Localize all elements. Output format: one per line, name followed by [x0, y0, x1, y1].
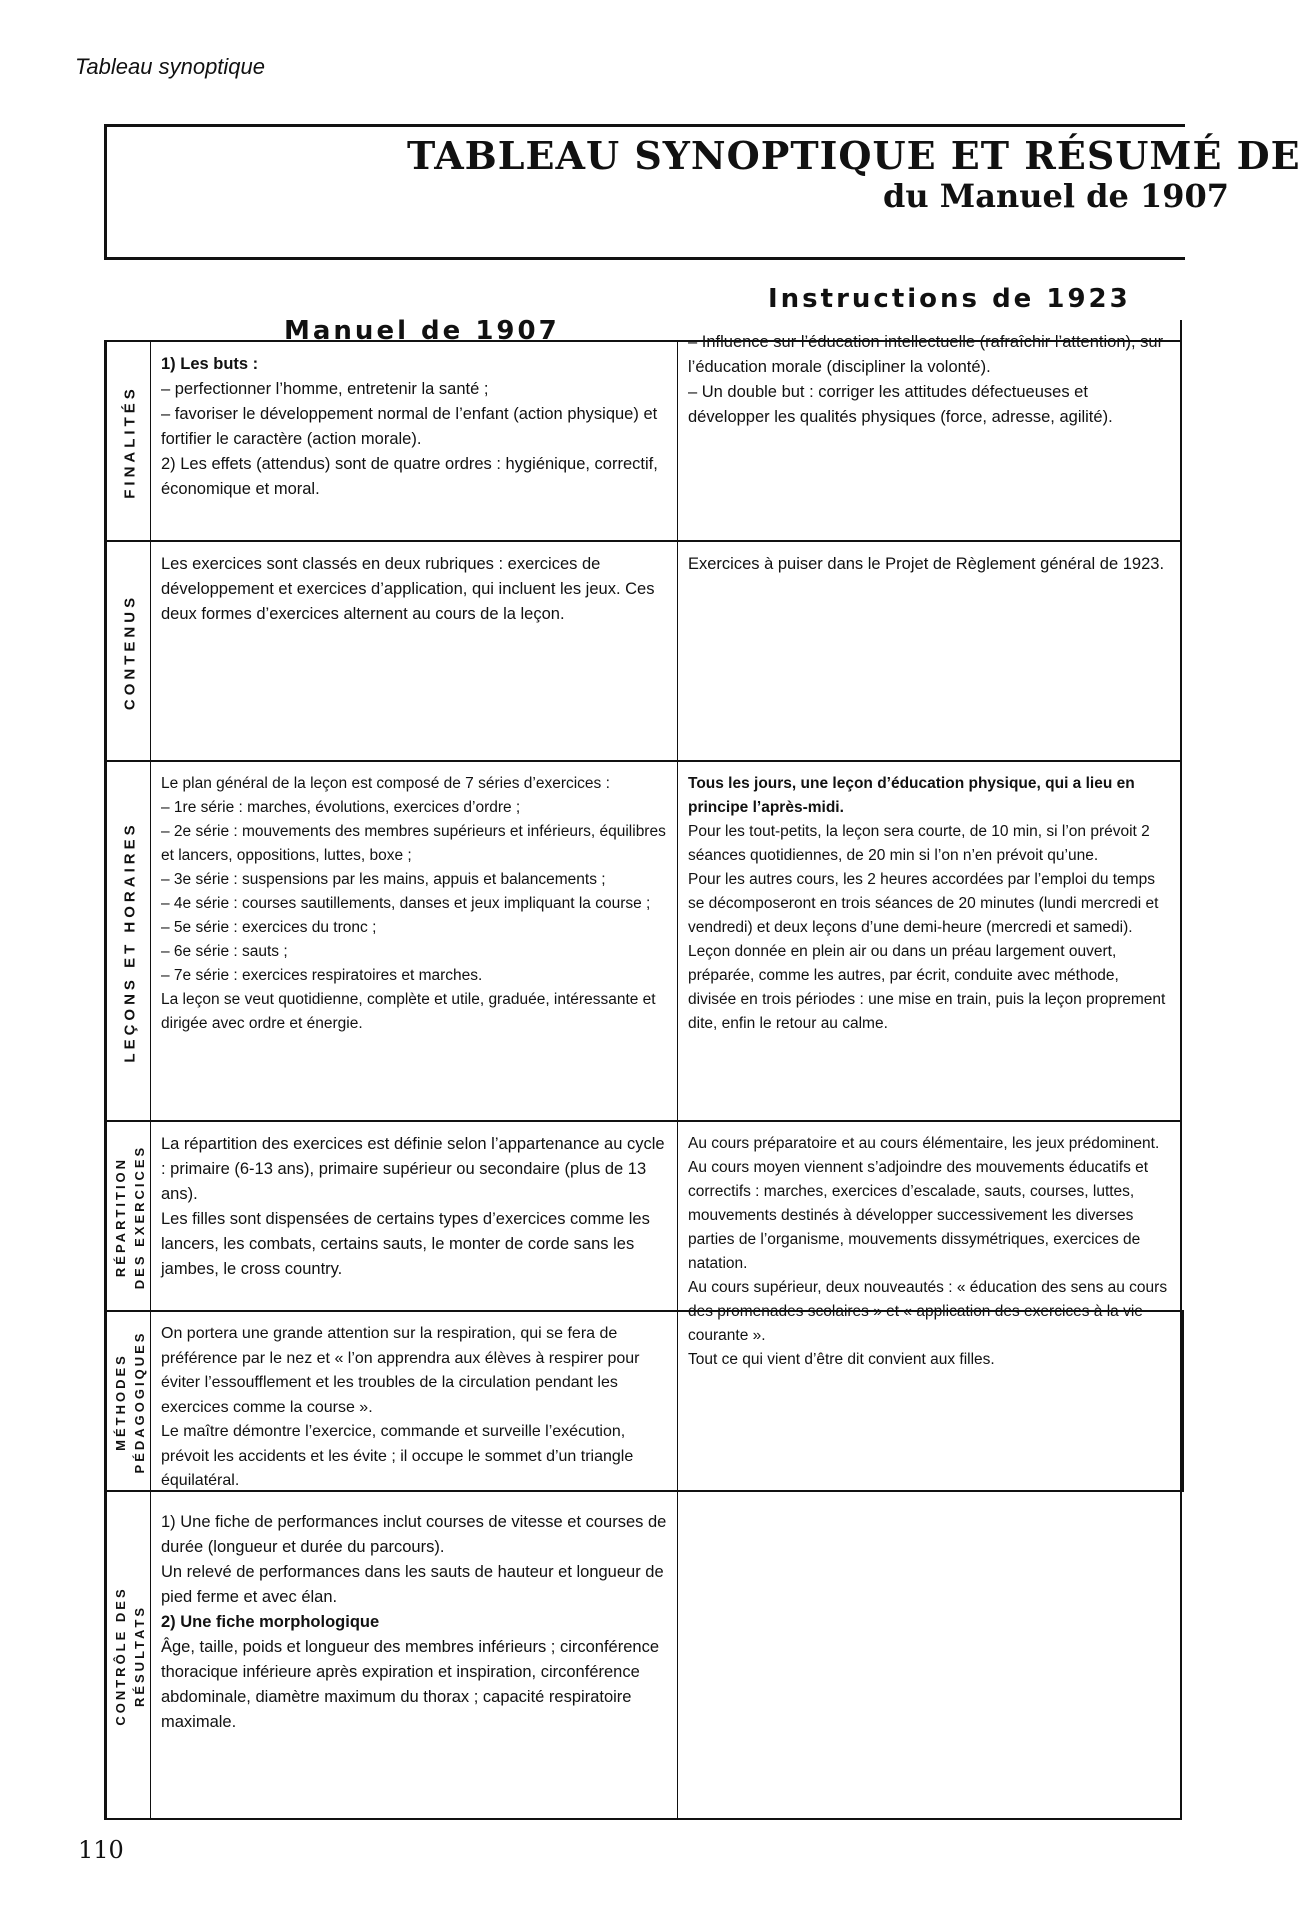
column-header-1923: Instructions de 1923 [768, 284, 1131, 314]
text-line: – Influence sur l’éducation intellectuelle (rafraîchir l’attention), sur l’éducation morale (discipliner la volonté). [688, 333, 1164, 376]
row-lecons [104, 760, 1182, 1122]
text-line: 1) Une fiche de performances inclut courses de vitesse et courses de durée (longueur et durée du parcours). [161, 1513, 667, 1556]
label-line: RÉSULTATS [132, 1604, 147, 1708]
label-line: RÉPARTITION [113, 1156, 128, 1278]
cell-contenus-1907 [150, 542, 678, 762]
text-line: Le maître démontre l’exercice, commande et surveille l’exécution, prévoit les accidents et les évite ; il occupe le sommet d’un triangle équilatéral. [161, 1423, 634, 1489]
row-label-methodes [104, 1312, 153, 1492]
text-line: Les exercices sont classés en deux rubriques : exercices de développement et exercices d’application, qui incluent les jeux. Ces deux formes d’exercices alternent au cours de la leçon. [161, 555, 655, 623]
text-line: 2) Une fiche morphologique [161, 1613, 380, 1631]
text-line: Les filles sont dispensées de certains types d’exercices comme les lancers, les combats, certains sauts, le monter de corde sans les jambes, le cross country. [161, 1210, 650, 1278]
text-line: – 7e série : exercices respiratoires et marches. [161, 967, 483, 984]
text-line: Exercices à puiser dans le Projet de Règlement général de 1923. [688, 555, 1165, 573]
label-line: PÉDAGOGIQUES [132, 1330, 147, 1474]
cell-repartition-1907 [150, 1122, 678, 1312]
cell-contenus-1923 [678, 542, 1182, 762]
text-line: La leçon se veut quotidienne, complète et utile, graduée, intéressante et dirigée avec ordre et énergie. [161, 991, 656, 1032]
text-line: 2) Les effets (attendus) sont de quatre ordres : hygiénique, correctif, économique et moral. [161, 455, 658, 498]
text-line: – Un double but : corriger les attitudes défectueuses et développer les qualités physiques (force, adresse, agilité). [688, 383, 1113, 426]
row-label-repartition [104, 1122, 153, 1312]
label-line: DES EXERCICES [132, 1144, 147, 1290]
cell-methodes-1907 [150, 1312, 678, 1492]
row-methodes [104, 1310, 1184, 1492]
text-line: Au cours supérieur, deux nouveautés : « éducation des sens au cours des promenades scolaires » et « application des exercices à la vie courante ». [688, 1279, 1168, 1344]
text-line: On portera une grande attention sur la respiration, qui se fera de préférence par le nez et « l’on apprendra aux élèves à respirer pour éviter l’essoufflement et les troubles de la circulation pendant les exercices comme la course ». [161, 1325, 640, 1416]
text-line: Pour les autres cours, les 2 heures accordées par l’emploi du temps se décomposeront en trois séances de 20 minutes (lundi mercredi et vendredi) et deux leçons d’une demi-heure (mercredi et samedi). [688, 871, 1159, 936]
text-line: – 2e série : mouvements des membres supérieurs et inférieurs, équilibres et lancers, oppositions, luttes, boxe ; [161, 823, 666, 864]
text-line: – 1re série : marches, évolutions, exercices d’ordre ; [161, 799, 521, 816]
synoptic-table [104, 284, 1182, 1818]
title-line-1: TABLEAU SYNOPTIQUE ET RÉSUMÉ DE [407, 133, 1301, 178]
page-number: 110 [78, 1836, 124, 1864]
running-head: Tableau synoptique [75, 54, 266, 79]
text-line: Leçon donnée en plein air ou dans un préau largement ouvert, préparée, comme les autres, par écrit, conduite avec méthode, divisée en trois périodes : une mise en train, puis la leçon proprement dite, enfin le retour au calme. [688, 943, 1166, 1032]
cell-controle-1923 [678, 1492, 1182, 1820]
text-line: – 3e série : suspensions par les mains, appuis et balancements ; [161, 871, 606, 888]
text-line: Pour les tout-petits, la leçon sera courte, de 10 min, si l’on prévoit 2 séances quotidiennes, de 20 min si l’on n’en prévoit qu’une. [688, 823, 1150, 864]
row-label-lecons: LEÇONS ET HORAIRES [104, 762, 153, 1122]
text-line: Tout ce qui vient d’être dit convient aux filles. [688, 1351, 995, 1368]
text-line: Au cours préparatoire et au cours élémentaire, les jeux prédominent. [688, 1135, 1160, 1152]
text-line: La répartition des exercices est définie selon l’appartenance au cycle : primaire (6-13 ans), primaire supérieur ou secondaire (plus de 13 ans). [161, 1135, 665, 1203]
cell-finalites-1907 [150, 342, 678, 542]
row-controle [104, 1490, 1182, 1820]
text-line: Un relevé de performances dans les sauts de hauteur et longueur de pied ferme et avec élan. [161, 1563, 664, 1606]
text-line: Tous les jours, une leçon d’éducation physique, qui a lieu en principe l’après-midi. [688, 775, 1135, 816]
cell-lecons-1907 [150, 762, 678, 1122]
row-label-finalites: FINALITÉS [104, 342, 153, 542]
label-line: CONTRÔLE DES [113, 1586, 128, 1726]
row-contenus [104, 540, 1182, 762]
row-label-controle [104, 1492, 153, 1820]
cell-finalites-1923 [678, 320, 1182, 542]
label-line: MÉTHODES [113, 1353, 128, 1451]
row-repartition [104, 1120, 1182, 1368]
title-box [104, 124, 1301, 260]
row-label-contenus: CONTENUS [104, 542, 153, 762]
cell-controle-1907 [150, 1492, 678, 1820]
text-line: – 5e série : exercices du tronc ; [161, 919, 377, 936]
text-line: 1) Les buts : [161, 355, 259, 373]
text-line: Âge, taille, poids et longueur des membres inférieurs ; circonférence thoracique inférieure après expiration et inspiration, circonférence abdominale, diamètre maximum du thorax ; capacité respiratoire maximale. [161, 1638, 660, 1731]
text-line: Le plan général de la leçon est composé de 7 séries d’exercices : [161, 775, 610, 792]
table-bottom-rule [104, 1818, 1182, 1820]
row-finalites [104, 333, 1182, 542]
text-line: – perfectionner l’homme, entretenir la santé ; [161, 380, 489, 398]
text-line: – 4e série : courses sautillements, danses et jeux impliquant la course ; [161, 895, 651, 912]
text-line: – favoriser le développement normal de l’enfant (action physique) et fortifier le caractère (action morale). [161, 405, 658, 448]
cell-lecons-1923 [678, 762, 1182, 1122]
column-header-1907: Manuel de 1907 [284, 316, 560, 346]
text-line: Au cours moyen viennent s’adjoindre des mouvements éducatifs et correctifs : marches, exercices d’escalade, sauts, courses, luttes, mouvements destinés à développer successivement les diverses parties de l’organisme, mouvements dissymétriques, exercices de natation. [688, 1159, 1149, 1272]
title-line-2: du Manuel de 1907 [883, 177, 1230, 215]
text-line: – 6e série : sauts ; [161, 943, 288, 960]
